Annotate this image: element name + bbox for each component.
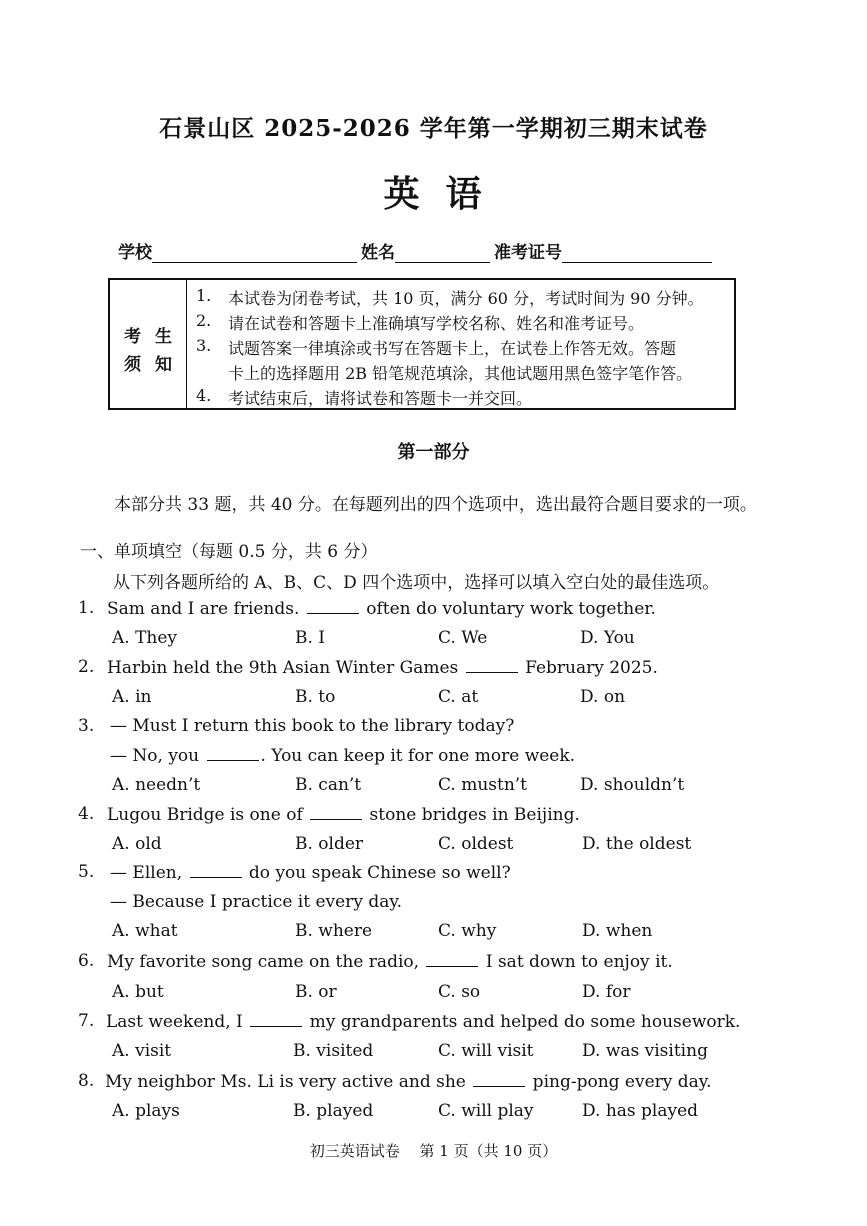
option-d: D. You [580,628,635,648]
answer-blank [473,1071,525,1087]
option-d: D. for [582,982,631,1002]
stem-text: often do voluntary work together. [360,599,656,619]
notice-item-number: 4. [196,386,212,405]
question-stem: — Must I return this book to the library today? [110,716,515,736]
option-d: D. shouldn’t [580,775,685,795]
stem-text: I sat down to enjoy it. [480,952,673,972]
option-c: C. will visit [438,1041,534,1061]
option-d: D. the oldest [582,834,692,854]
option-c: C. why [438,921,497,941]
question-number: 6. [78,951,95,971]
exam-title: 石景山区 2025-2026 学年第一学期初三期末试卷 [159,115,708,142]
option-d: D. has played [582,1101,699,1121]
stem-text: — No, you [110,746,205,766]
student-info-row [118,238,716,263]
stem-text: my grandparents and helped do some housework. [304,1012,741,1032]
option-a: A. needn’t [112,775,201,795]
option-b: B. I [295,628,326,648]
question-stem [107,598,656,619]
name-label: 姓名 [361,243,395,263]
stem-text: My neighbor Ms. Li is very active and she [105,1072,472,1092]
notice-item-number: 1. [196,286,212,305]
exam-id-field[interactable] [562,244,712,263]
option-b: B. where [295,921,373,941]
answer-blank [207,745,259,761]
question-stem-line2 [110,745,575,766]
option-c: C. at [438,687,479,707]
stem-text: Lugou Bridge is one of [107,805,309,825]
exam-id-label: 准考证号 [494,243,562,263]
answer-blank [250,1011,302,1027]
exam-notice-box [108,278,736,410]
section-instruction: 从下列各题所给的 A、B、C、D 四个选项中，选择可以填入空白处的最佳选项。 [113,573,720,593]
question-number: 3. [78,716,95,736]
notice-item-number: 2. [196,311,212,330]
stem-text: Harbin held the 9th Asian Winter Games [107,658,464,678]
notice-item-text: 卡上的选择题用 2B 铅笔规范填涂，其他试题用黑色签字笔作答。 [228,364,693,383]
option-b: B. can’t [295,775,362,795]
subject-title: 英语 [383,173,508,215]
notice-item-text: 本试卷为闭卷考试，共 10 页，满分 60 分，考试时间为 90 分钟。 [228,289,704,308]
option-d: D. was visiting [582,1041,708,1061]
notice-heading-line1: 考生 [124,327,186,347]
stem-text: Sam and I are friends. [107,599,305,619]
option-c: C. mustn’t [438,775,528,795]
option-a: A. in [112,687,152,707]
answer-blank [307,598,359,614]
school-field[interactable] [152,244,357,263]
stem-text: February 2025. [519,658,658,678]
question-number: 7. [78,1011,95,1031]
notice-item-text: 试题答案一律填涂或书写在答题卡上，在试卷上作答无效。答题 [228,339,677,358]
option-a: A. old [112,834,162,854]
notice-heading-line2: 须知 [124,355,186,375]
option-b: B. older [295,834,364,854]
question-number: 1. [78,598,95,618]
option-d: D. on [580,687,626,707]
question-number: 2. [78,657,95,677]
question-stem-line2: — Because I practice it every day. [110,892,403,912]
stem-text: Last weekend, I [106,1012,249,1032]
option-b: B. to [295,687,336,707]
option-a: A. what [112,921,178,941]
notice-item-text: 考试结束后，请将试卷和答题卡一并交回。 [228,389,533,408]
stem-text: ping-pong every day. [527,1072,712,1092]
answer-blank [190,862,242,878]
notice-heading [110,280,187,408]
section-title: 一、单项填空（每题 0.5 分，共 6 分） [80,542,378,562]
answer-blank [310,804,362,820]
option-c: C. We [438,628,488,648]
name-field[interactable] [395,244,490,263]
answer-blank [426,951,478,967]
option-a: A. visit [112,1041,172,1061]
option-c: C. so [438,982,481,1002]
notice-item-text: 请在试卷和答题卡上准确填写学校名称、姓名和准考证号。 [228,314,645,333]
question-stem [110,862,511,883]
option-b: B. visited [293,1041,374,1061]
question-stem [107,951,673,972]
question-stem [105,1071,712,1092]
school-label: 学校 [118,243,152,263]
stem-text: . You can keep it for one more week. [260,746,576,766]
answer-blank [466,657,518,673]
part-description: 本部分共 33 题，共 40 分。在每题列出的四个选项中，选出最符合题目要求的一项。 [114,495,757,515]
question-stem [106,1011,740,1032]
option-b: B. or [295,982,337,1002]
option-d: D. when [582,921,653,941]
option-c: C. oldest [438,834,514,854]
question-number: 4. [78,804,95,824]
option-a: A. plays [112,1101,180,1121]
stem-text: My favorite song came on the radio, [107,952,425,972]
question-stem [107,804,580,825]
option-c: C. will play [438,1101,534,1121]
stem-text: stone bridges in Beijing. [364,805,580,825]
question-stem [107,657,658,678]
question-number: 5. [78,862,95,882]
stem-text: — Ellen, [110,863,188,883]
notice-item-number: 3. [196,336,212,355]
stem-text: do you speak Chinese so well? [243,863,511,883]
option-a: A. They [112,628,178,648]
part-title: 第一部分 [397,442,470,463]
page-footer: 初三英语试卷 第 1 页（共 10 页） [309,1142,558,1160]
question-number: 8. [78,1071,95,1091]
option-b: B. played [293,1101,374,1121]
option-a: A. but [112,982,164,1002]
